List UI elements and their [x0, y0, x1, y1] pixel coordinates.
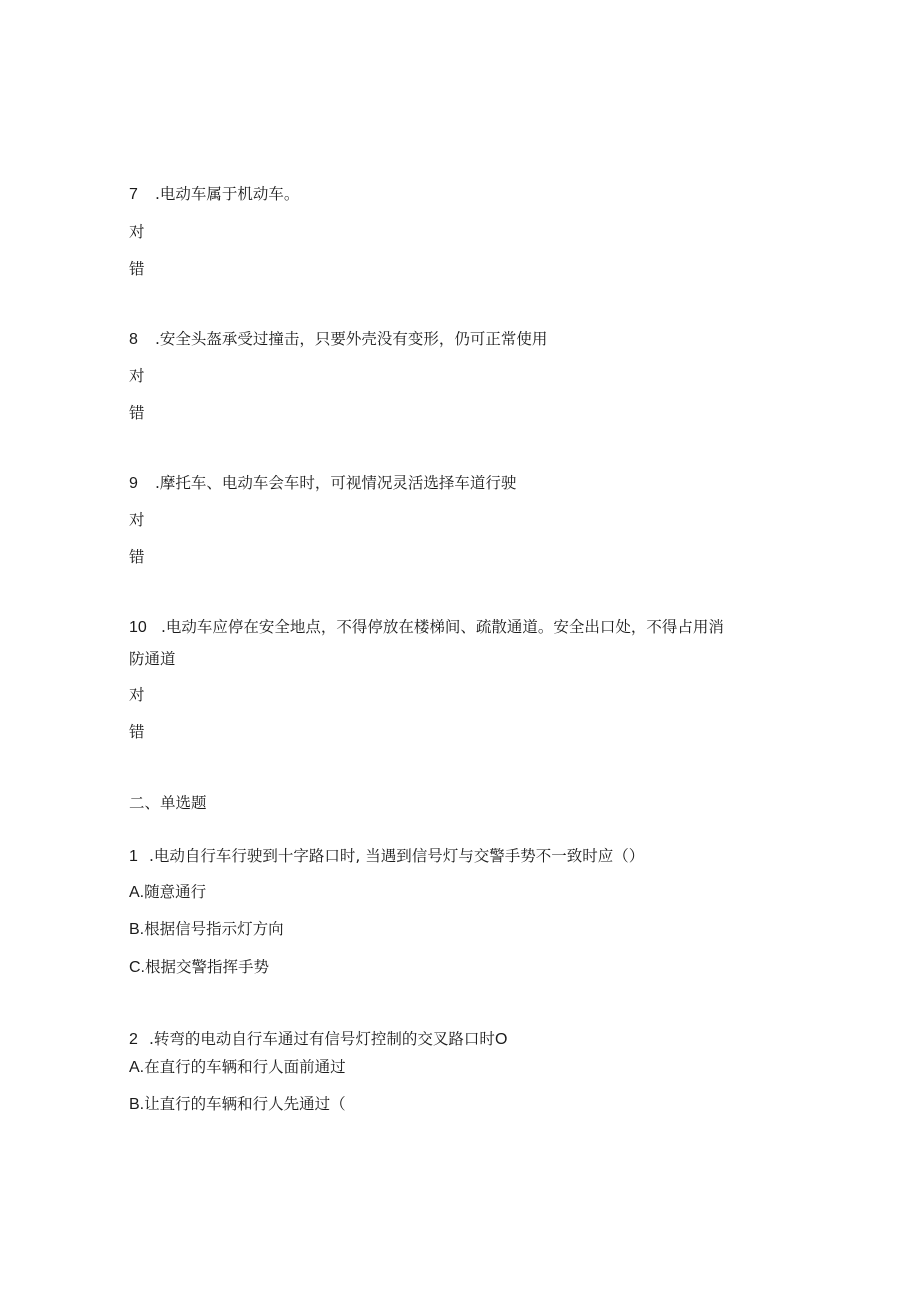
option-true[interactable]: 对: [129, 223, 145, 241]
question-number: 9: [129, 475, 138, 492]
question-number: 10: [129, 619, 147, 636]
option-true[interactable]: 对: [129, 367, 145, 385]
question-text: .电动自行车行驶到十字路口时, 当遇到信号灯与交警手势不一致时应（）: [149, 847, 645, 865]
option-a[interactable]: [129, 1057, 346, 1078]
single-choice-question-1: [129, 846, 644, 867]
option-letter: C.: [129, 959, 145, 976]
option-text: 根据信号指示灯方向: [144, 920, 284, 938]
option-false[interactable]: 错: [129, 723, 145, 741]
section-heading: 二、单选题: [129, 794, 207, 812]
option-b[interactable]: [129, 1094, 346, 1115]
question-10: [129, 617, 724, 638]
question-text: .电动车应停在安全地点，不得停放在楼梯间、疏散通道。安全出口处，不得占用消: [161, 618, 724, 636]
question-number: 2: [129, 1031, 138, 1048]
option-letter: A.: [129, 884, 145, 901]
option-b[interactable]: [129, 919, 284, 940]
question-number: 8: [129, 331, 138, 348]
question-text: .电动车属于机动车。: [155, 185, 300, 203]
question-7: [129, 184, 299, 205]
question-8: [129, 329, 547, 350]
option-letter: A.: [129, 1059, 145, 1076]
option-letter: B.: [129, 1096, 145, 1113]
option-false[interactable]: 错: [129, 404, 145, 422]
option-false[interactable]: 错: [129, 548, 145, 566]
option-true[interactable]: 对: [129, 686, 145, 704]
option-c[interactable]: [129, 957, 269, 978]
option-false[interactable]: 错: [129, 260, 145, 278]
option-text: 在直行的车辆和行人面前通过: [144, 1058, 346, 1076]
option-text: 根据交警指挥手势: [145, 958, 270, 976]
single-choice-question-2: [129, 1029, 507, 1050]
question-text: .安全头盔承受过撞击，只要外壳没有变形，仍可正常使用: [155, 330, 548, 348]
option-text: 让直行的车辆和行人先通过（: [144, 1095, 346, 1113]
question-number: 1: [129, 848, 138, 865]
question-text: .摩托车、电动车会车时，可视情况灵活选择车道行驶: [155, 474, 517, 492]
question-9: [129, 473, 516, 494]
question-text: .转弯的电动自行车通过有信号灯控制的交叉路口时: [149, 1030, 495, 1048]
option-letter: B.: [129, 921, 145, 938]
question-trailing-mark: O: [494, 1031, 508, 1048]
option-text: 随意通行: [144, 883, 207, 901]
option-true[interactable]: 对: [129, 511, 145, 529]
option-a[interactable]: [129, 882, 206, 903]
question-number: 7: [129, 186, 138, 203]
question-text-continued: 防通道: [129, 650, 176, 668]
